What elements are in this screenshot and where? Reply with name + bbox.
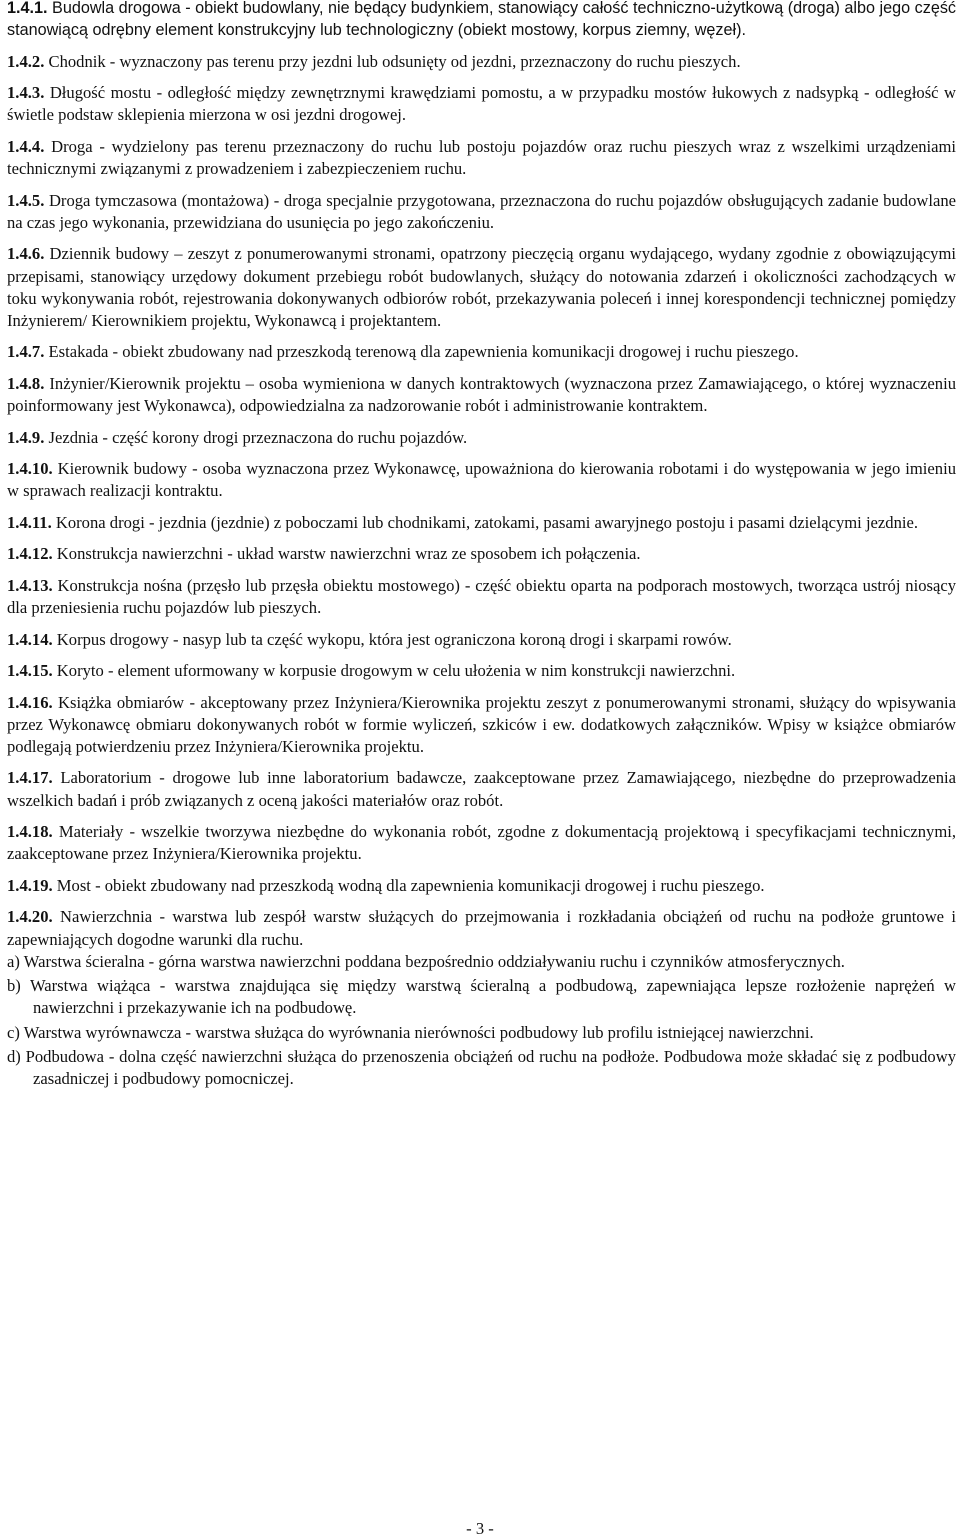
definition-number: 1.4.16.	[7, 692, 53, 712]
definition-number: 1.4.17.	[7, 768, 53, 788]
sub-item-b	[7, 975, 956, 1019]
nawierzchnia-sub-list	[7, 951, 956, 1090]
sub-item-d	[7, 1046, 956, 1090]
definition-1-4-1	[7, 0, 956, 41]
definition-1-4-5	[7, 190, 956, 234]
sub-item-label: b)	[7, 976, 21, 996]
definition-text: Książka obmiarów - akceptowany przez Inżyniera/Kierownika projektu zeszyt z ponumerowanymi stronami, służący do wpisywania przez Wykonawcę obmiaru dokonywanych robót w formie wyliczeń, szkiców i ew. dodatkowych załączników. Wpisy w książce obmiarów podlegają potwierdzeniu przez Inżyniera/Kierownika projektu.	[7, 692, 956, 756]
definition-1-4-8	[7, 373, 956, 417]
sub-item-text: Warstwa wyrównawcza - warstwa służąca do wyrównania nierówności podbudowy lub profilu istniejącej nawierzchni.	[23, 1022, 814, 1042]
definition-number: 1.4.13.	[7, 575, 53, 595]
sub-item-label: a)	[7, 952, 20, 972]
definition-1-4-13	[7, 575, 956, 619]
definition-text: Inżynier/Kierownik projektu – osoba wymieniona w danych kontraktowych (wyznaczona przez Zamawiającego, o której wyznaczeniu poinformowany jest Wykonawca), odpowiedzialna za nadzorowanie robót i administrowanie kontraktem.	[7, 373, 956, 416]
definition-1-4-3	[7, 82, 956, 126]
sub-item-text: Podbudowa - dolna część nawierzchni służąca do przenoszenia obciążeń od ruchu na podłoże. Podbudowa może składać się z podbudowy zasadniczej i podbudowy pomocniczej.	[25, 1046, 957, 1089]
definition-1-4-10	[7, 458, 956, 502]
sub-item-text: Warstwa wiążąca - warstwa znajdująca się między warstwą ścieralną a podbudową, zapewniająca lepsze rozłożenie naprężeń w nawierzchni i przekazywanie ich na podbudowę.	[29, 976, 956, 1018]
definition-number: 1.4.15.	[7, 661, 53, 681]
definition-text: Korpus drogowy - nasyp lub ta część wykopu, która jest ograniczona koroną drogi i skarpami rowów.	[56, 629, 732, 649]
definition-number: 1.4.8.	[7, 373, 45, 393]
definition-number: 1.4.18.	[7, 822, 53, 842]
definitions-section	[7, 0, 956, 1092]
definition-text: Estakada - obiekt zbudowany nad przeszkodą terenową dla zapewnienia komunikacji drogowej i ruchu pieszego.	[48, 342, 799, 362]
definition-text: Korona drogi - jezdnia (jezdnie) z poboczami lub chodnikami, zatokami, pasami awaryjnego postoju i pasami dzielącymi jezdnie.	[55, 512, 918, 532]
definition-text: Długość mostu - odległość między zewnętrznymi krawędziami pomostu, a w przypadku mostów łukowych z nadsypką - odległość w świetle podstaw sklepienia mierzona w osi jezdni drogowej.	[7, 83, 956, 125]
definition-text: Jezdnia - część korony drogi przeznaczona do ruchu pojazdów.	[48, 427, 468, 447]
page-number: - 3 -	[466, 1519, 494, 1538]
definition-text: Nawierzchnia - warstwa lub zespół warstw służących do przejmowania i rozkładania obciążeń od ruchu na podłoże gruntowe i zapewniających dogodne warunki dla ruchu.	[7, 907, 956, 949]
definition-1-4-14	[7, 629, 956, 651]
definition-text: Kierownik budowy - osoba wyznaczona przez Wykonawcę, upoważniona do kierowania robotami i do występowania w jego imieniu w sprawach realizacji kontraktu.	[7, 459, 956, 501]
definition-number: 1.4.1.	[7, 0, 48, 17]
definition-number: 1.4.19.	[7, 875, 53, 895]
definition-1-4-12	[7, 543, 956, 565]
definition-1-4-9	[7, 427, 956, 449]
definition-text: Droga - wydzielony pas terenu przeznaczony do ruchu lub postoju pojazdów oraz ruchu pieszych wraz z wszelkimi urządzeniami technicznymi związanymi z prowadzeniem i zabezpieczeniem ruchu.	[7, 136, 956, 179]
definition-number: 1.4.2.	[7, 51, 45, 71]
definition-number: 1.4.9.	[7, 427, 45, 447]
definition-number: 1.4.11.	[7, 512, 52, 532]
definition-1-4-6	[7, 243, 956, 332]
sub-item-a	[7, 951, 956, 973]
definition-1-4-11	[7, 512, 956, 534]
definition-1-4-16	[7, 692, 956, 759]
definition-1-4-19	[7, 875, 956, 897]
definition-number: 1.4.5.	[7, 190, 45, 210]
definition-text: Most - obiekt zbudowany nad przeszkodą wodną dla zapewnienia komunikacji drogowej i ruchu pieszego.	[56, 875, 765, 895]
definition-text: Konstrukcja nawierzchni - układ warstw nawierzchni wraz ze sposobem ich połączenia.	[56, 544, 641, 564]
definition-text: Chodnik - wyznaczony pas terenu przy jezdni lub odsunięty od jezdni, przeznaczony do ruchu pieszych.	[48, 51, 741, 71]
definition-1-4-18	[7, 821, 956, 865]
sub-item-label: d)	[7, 1046, 21, 1066]
definition-text: Laboratorium - drogowe lub inne laboratorium badawcze, zaakceptowane przez Zamawiającego, niezbędne do przeprowadzenia wszelkich badań i prób związanych z oceną jakości materiałów oraz robót.	[7, 768, 956, 810]
definition-1-4-2	[7, 51, 956, 73]
sub-item-c	[7, 1022, 956, 1044]
definition-text: Budowla drogowa - obiekt budowlany, nie będący budynkiem, stanowiący całość techniczno-użytkową (droga) albo jego część stanowiącą odrębny element konstrukcyjny lub technologiczny (obiekt mostowy, korpus ziemny, węzeł).	[7, 0, 957, 40]
definition-number: 1.4.4.	[7, 136, 45, 156]
definition-text: Konstrukcja nośna (przęsło lub przęsła obiektu mostowego) - część obiektu oparta na podporach mostowych, tworząca ustrój niosący dla przeniesienia ruchu pojazdów lub pieszych.	[7, 575, 956, 618]
definition-number: 1.4.10.	[7, 459, 53, 479]
definition-number: 1.4.7.	[7, 342, 45, 362]
definition-text: Koryto - element uformowany w korpusie drogowym w celu ułożenia w nim konstrukcji nawierzchni.	[56, 661, 736, 681]
definition-1-4-17	[7, 767, 956, 811]
definition-text: Dziennik budowy – zeszyt z ponumerowanymi stronami, opatrzony pieczęcią organu wydającego, wydany zgodnie z obowiązującymi przepisami, stanowiący urzędowy dokument przebiegu robót budowlanych, służący do notowania zdarzeń i okoliczności zachodzących w toku wykonywania robót, rejestrowania dokonywanych odbiorów robót, przekazywania poleceń i innej korespondencji technicznej pomiędzy Inżynierem/ Kierownikiem projektu, Wykonawcą i projektantem.	[7, 244, 956, 330]
definition-number: 1.4.3.	[7, 83, 45, 103]
definition-text: Droga tymczasowa (montażowa) - droga specjalnie przygotowana, przeznaczona do ruchu pojazdów obsługujących zadanie budowlane na czas jego wykonania, przewidziana do usunięcia po jego zakończeniu.	[7, 190, 956, 232]
sub-item-text: Warstwa ścieralna - górna warstwa nawierzchni poddana bezpośrednio oddziaływaniu ruchu i czynników atmosferycznych.	[23, 952, 845, 972]
definition-number: 1.4.12.	[7, 544, 53, 564]
definition-text: Materiały - wszelkie tworzywa niezbędne do wykonania robót, zgodne z dokumentacją projektową i specyfikacjami technicznymi, zaakceptowane przez Inżyniera/Kierownika projektu.	[7, 822, 956, 864]
definition-1-4-15	[7, 660, 956, 682]
definition-number: 1.4.6.	[7, 244, 45, 264]
definition-1-4-20	[7, 906, 956, 950]
definition-number: 1.4.20.	[7, 907, 53, 927]
definition-number: 1.4.14.	[7, 629, 53, 649]
sub-item-label: c)	[7, 1022, 20, 1042]
definition-1-4-4	[7, 136, 956, 180]
definition-1-4-7	[7, 341, 956, 363]
